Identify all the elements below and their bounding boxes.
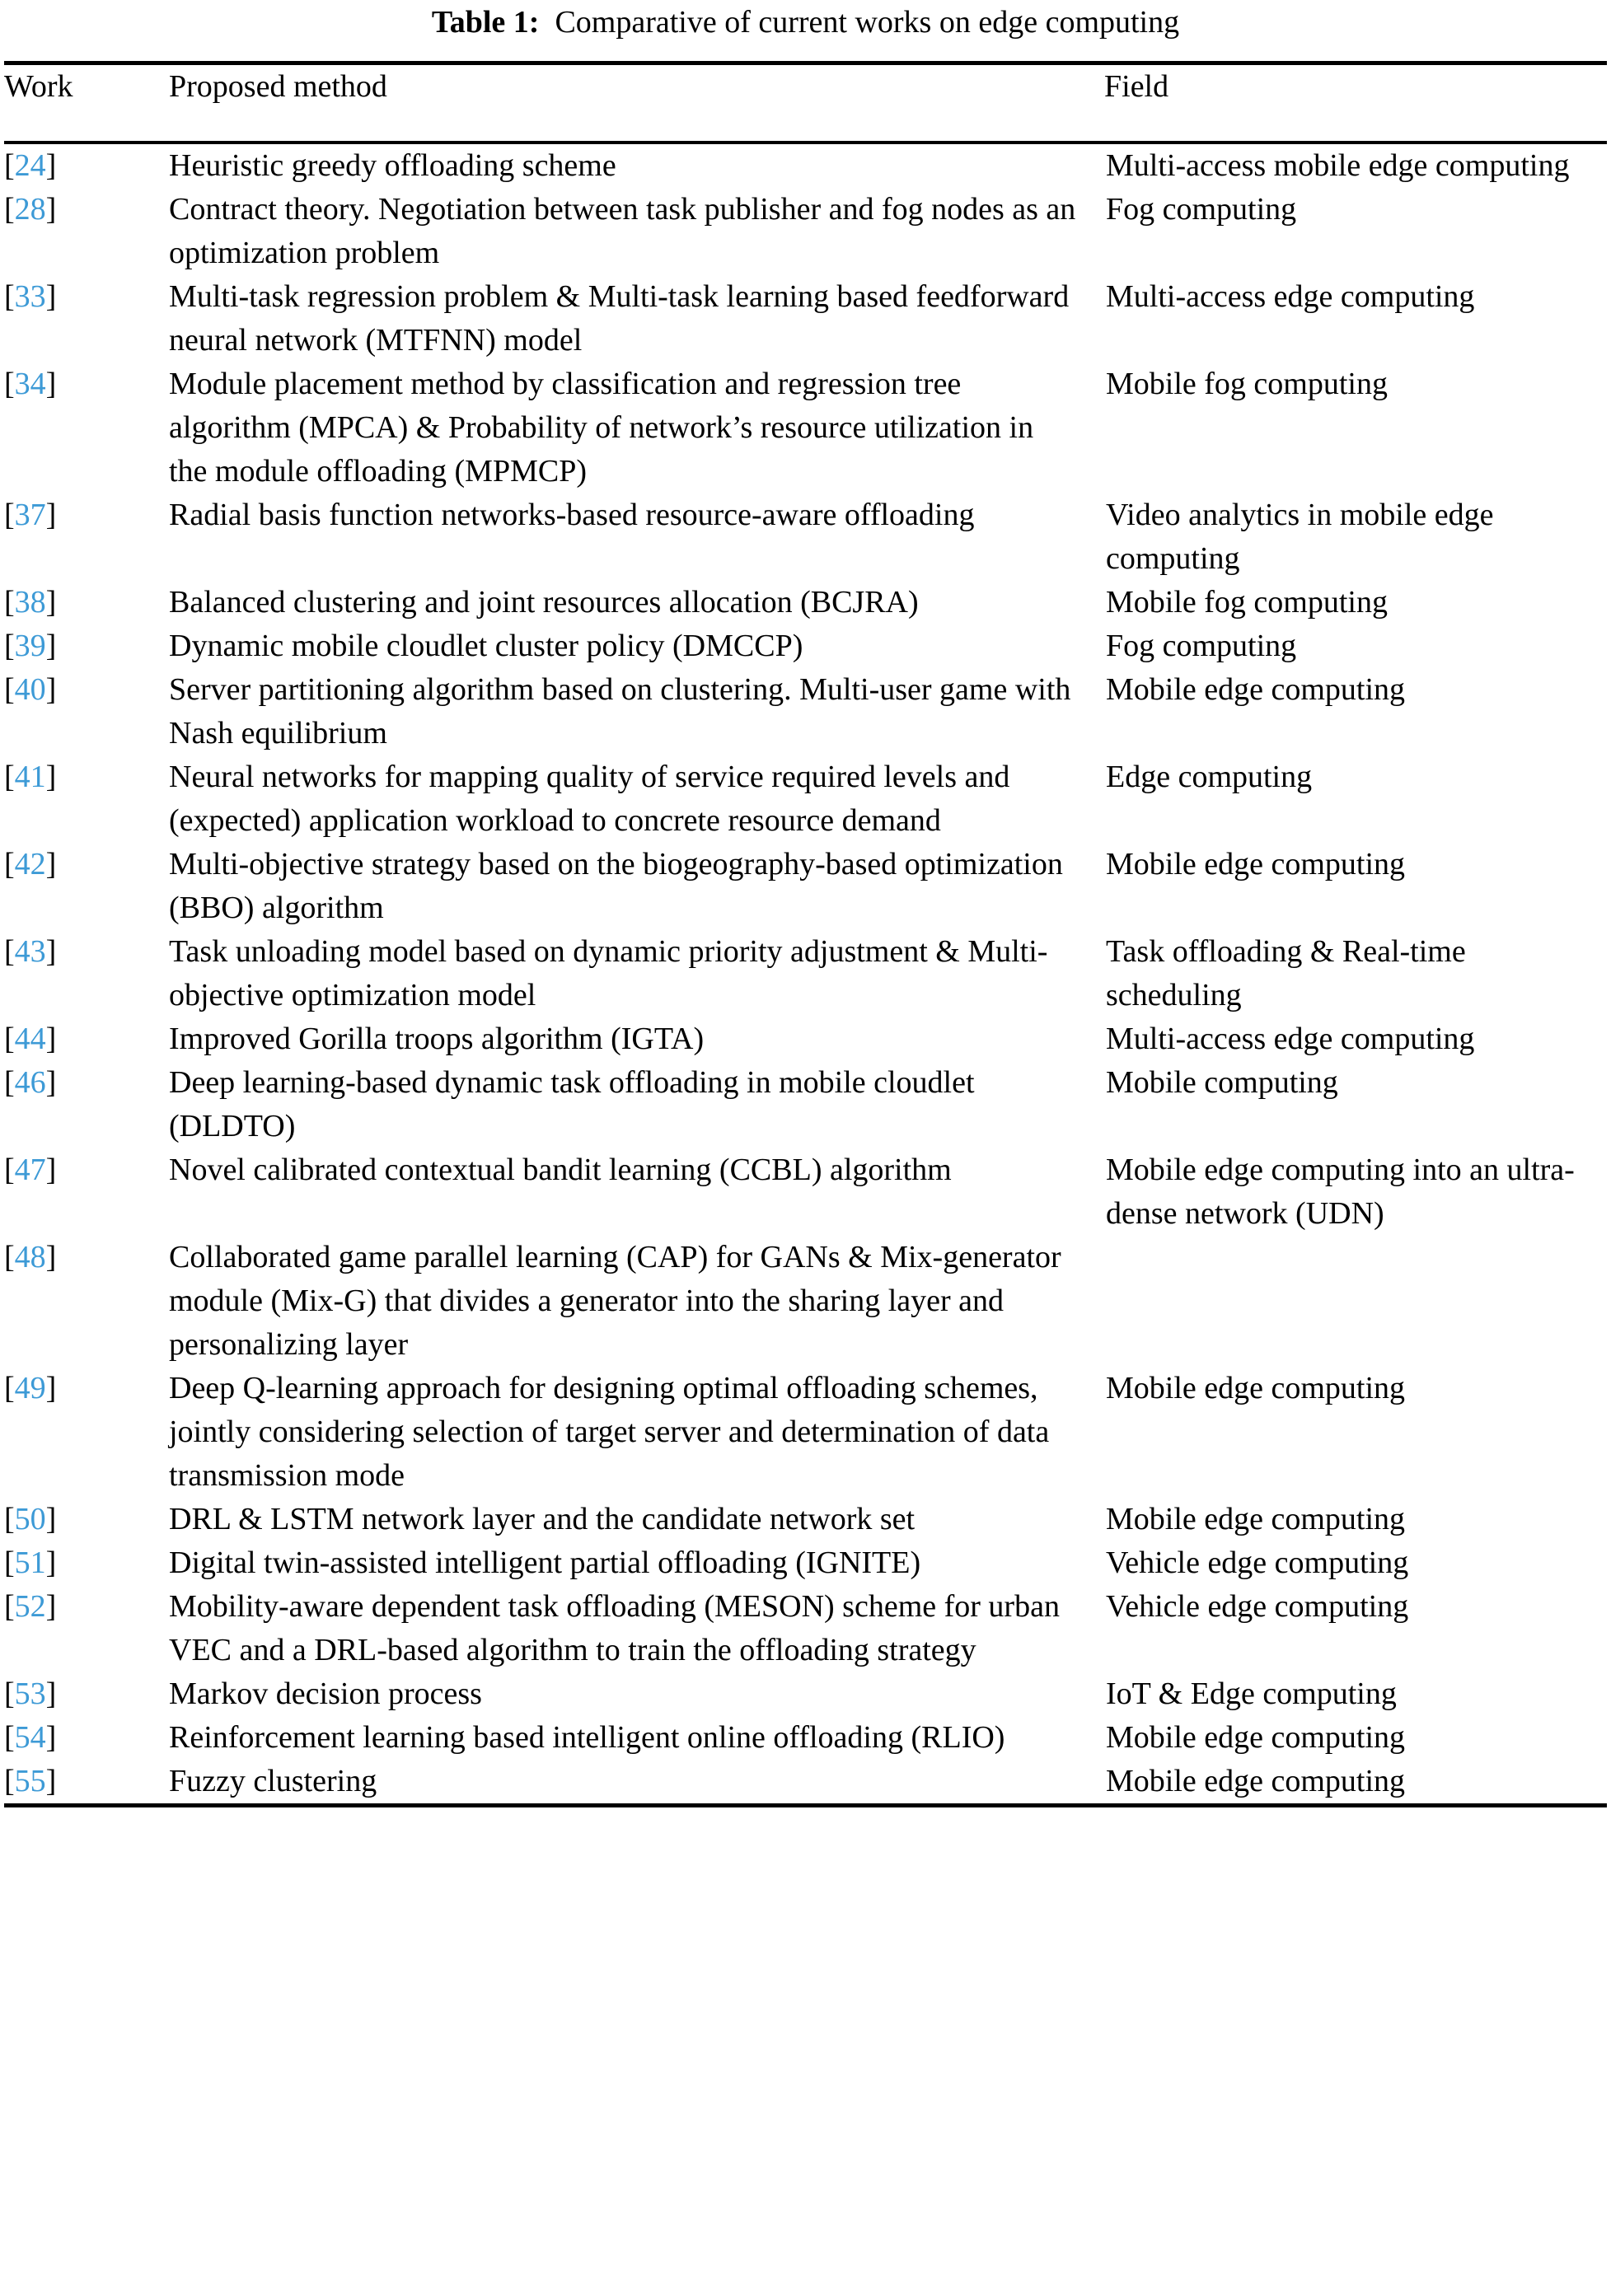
field-cell: Mobile edge computing: [1106, 1764, 1406, 1798]
table-row: [4, 275, 1607, 362]
citation-reference[interactable]: [4, 668, 169, 755]
citation-number[interactable]: 24: [14, 148, 46, 183]
citation-reference[interactable]: [4, 1541, 169, 1585]
citation-number[interactable]: 51: [14, 1545, 46, 1580]
bracket-close: ]: [45, 1153, 57, 1187]
table-row: [4, 1148, 1607, 1236]
bracket-open: [: [4, 847, 15, 881]
citation-reference[interactable]: [4, 1367, 169, 1498]
citation-number[interactable]: 33: [14, 279, 46, 314]
table-row: [4, 1367, 1607, 1498]
citation-number[interactable]: 50: [14, 1502, 46, 1536]
bracket-open: [: [4, 1720, 15, 1755]
bracket-open: [: [4, 1153, 15, 1187]
bracket-close: ]: [45, 672, 57, 707]
citation-reference[interactable]: [4, 493, 169, 581]
field-cell: Mobile computing: [1106, 1065, 1338, 1100]
citation-number[interactable]: 47: [14, 1153, 46, 1187]
bracket-close: ]: [45, 934, 57, 969]
citation-reference[interactable]: [4, 275, 169, 362]
proposed-method-cell: Deep learning-based dynamic task offloading in mobile cloudlet (DLDTO): [169, 1065, 975, 1143]
citation-number[interactable]: 44: [14, 1022, 46, 1056]
proposed-method-cell: Heuristic greedy offloading scheme: [169, 148, 616, 183]
table-row: [4, 1541, 1607, 1585]
table-bottom-rule: [4, 1803, 1607, 1807]
bracket-open: [: [4, 1022, 15, 1056]
table-row: [4, 1672, 1607, 1716]
bracket-close: ]: [45, 1502, 57, 1536]
bracket-open: [: [4, 1371, 15, 1405]
field-cell: Mobile edge computing: [1106, 1371, 1406, 1405]
citation-number[interactable]: 37: [14, 498, 46, 532]
citation-reference[interactable]: [4, 144, 169, 188]
bracket-open: [: [4, 1065, 15, 1100]
proposed-method-cell: Module placement method by classification and regression tree algorithm (MPCA) & Probability of network’s resource utilization in the module offloading (MPMCP): [169, 367, 1034, 489]
bracket-open: [: [4, 585, 15, 620]
field-cell: IoT & Edge computing: [1106, 1676, 1397, 1711]
proposed-method-cell: Markov decision process: [169, 1676, 482, 1711]
bracket-close: ]: [45, 1371, 57, 1405]
field-cell: [1104, 1236, 1607, 1367]
caption-text: [539, 5, 1179, 40]
table-row: [4, 624, 1607, 668]
proposed-method-cell: Dynamic mobile cloudlet cluster policy (DMCCP): [169, 629, 803, 663]
citation-number[interactable]: 42: [14, 847, 46, 881]
citation-reference[interactable]: [4, 1236, 169, 1367]
table-row: [4, 1236, 1607, 1367]
bracket-open: [: [4, 934, 15, 969]
citation-reference[interactable]: [4, 843, 169, 930]
bracket-close: ]: [45, 847, 57, 881]
citation-reference[interactable]: [4, 755, 169, 843]
bracket-open: [: [4, 498, 15, 532]
proposed-method-cell: Contract theory. Negotiation between task publisher and fog nodes as an optimization problem: [169, 192, 1076, 270]
bracket-open: [: [4, 367, 15, 401]
proposed-method-cell: Task unloading model based on dynamic priority adjustment & Multi-objective optimization model: [169, 934, 1048, 1012]
table-row: [4, 1585, 1607, 1672]
field-cell: Fog computing: [1106, 192, 1297, 227]
field-cell: Multi-access edge computing: [1106, 279, 1475, 314]
citation-number[interactable]: 53: [14, 1676, 46, 1711]
table-header: [4, 65, 1607, 141]
bracket-close: ]: [45, 760, 57, 794]
bracket-close: ]: [45, 1676, 57, 1711]
citation-number[interactable]: 28: [14, 192, 46, 227]
bracket-close: ]: [45, 279, 57, 314]
proposed-method-cell: Multi-task regression problem & Multi-task learning based feedforward neural network (MTFNN) model: [169, 279, 1070, 358]
citation-reference[interactable]: [4, 1716, 169, 1760]
field-cell: Multi-access mobile edge computing: [1106, 148, 1570, 183]
table-caption: [4, 0, 1607, 41]
table-row: [4, 843, 1607, 930]
table-row: [4, 755, 1607, 843]
proposed-method-cell: Collaborated game parallel learning (CAP) for GANs & Mix-generator module (Mix-G) that divides a generator into the sharing layer and personalizing layer: [169, 1240, 1061, 1362]
field-cell: Task offloading & Real-time scheduling: [1106, 934, 1466, 1012]
bracket-close: ]: [45, 585, 57, 620]
field-cell: Video analytics in mobile edge computing: [1106, 498, 1494, 576]
bracket-open: [: [4, 629, 15, 663]
proposed-method-cell: Improved Gorilla troops algorithm (IGTA): [169, 1022, 705, 1056]
bracket-open: [: [4, 760, 15, 794]
bracket-open: [: [4, 1545, 15, 1580]
field-cell: Vehicle edge computing: [1106, 1545, 1409, 1580]
proposed-method-cell: Deep Q-learning approach for designing optimal offloading schemes, jointly considering selection of target server and determination of data transmission mode: [169, 1371, 1050, 1493]
proposed-method-cell: Reinforcement learning based intelligent online offloading (RLIO): [169, 1720, 1005, 1755]
column-header-work: Work: [4, 69, 73, 104]
comparison-table-body: [4, 144, 1607, 1803]
bracket-close: ]: [45, 629, 57, 663]
citation-reference[interactable]: [4, 624, 169, 668]
citation-reference[interactable]: [4, 930, 169, 1017]
citation-number[interactable]: 41: [14, 760, 46, 794]
field-cell: Mobile fog computing: [1106, 585, 1388, 620]
proposed-method-cell: Digital twin-assisted intelligent partial offloading (IGNITE): [169, 1545, 921, 1580]
citation-reference[interactable]: [4, 581, 169, 624]
field-cell: Mobile edge computing: [1106, 847, 1406, 881]
proposed-method-cell: Mobility-aware dependent task offloading (MESON) scheme for urban VEC and a DRL-based algorithm to train the offloading strategy: [169, 1589, 1060, 1667]
table-row: [4, 930, 1607, 1017]
table-row: [4, 144, 1607, 188]
citation-reference[interactable]: [4, 1760, 169, 1803]
citation-number[interactable]: 39: [14, 629, 46, 663]
proposed-method-cell: Fuzzy clustering: [169, 1764, 377, 1798]
citation-number[interactable]: 43: [14, 934, 46, 969]
bracket-open: [: [4, 148, 15, 183]
field-cell: Vehicle edge computing: [1106, 1589, 1409, 1624]
field-cell: Multi-access edge computing: [1106, 1022, 1475, 1056]
bracket-open: [: [4, 672, 15, 707]
proposed-method-cell: DRL & LSTM network layer and the candidate network set: [169, 1502, 916, 1536]
citation-number[interactable]: 55: [14, 1764, 46, 1798]
bracket-open: [: [4, 192, 15, 227]
proposed-method-cell: Server partitioning algorithm based on clustering. Multi-user game with Nash equilibrium: [169, 672, 1071, 751]
bracket-close: ]: [45, 367, 57, 401]
citation-number[interactable]: 48: [14, 1240, 46, 1274]
field-cell: Mobile edge computing: [1106, 1502, 1406, 1536]
caption-label: Table 1:: [431, 5, 540, 40]
bracket-close: ]: [45, 192, 57, 227]
proposed-method-cell: Radial basis function networks-based resource-aware offloading: [169, 498, 975, 532]
citation-reference[interactable]: [4, 1672, 169, 1716]
citation-reference[interactable]: [4, 1148, 169, 1236]
bracket-open: [: [4, 1764, 15, 1798]
bracket-close: ]: [45, 1720, 57, 1755]
comparison-table: [4, 65, 1607, 141]
citation-reference[interactable]: [4, 1061, 169, 1148]
field-cell: Fog computing: [1106, 629, 1297, 663]
bracket-close: ]: [45, 1764, 57, 1798]
field-cell: Mobile edge computing into an ultra-dense network (UDN): [1106, 1153, 1575, 1231]
field-cell: Edge computing: [1106, 760, 1313, 794]
table-body: [4, 144, 1607, 1803]
table-row: [4, 188, 1607, 275]
column-header-method: Proposed method: [169, 69, 387, 104]
field-cell: Mobile edge computing: [1106, 672, 1406, 707]
citation-number[interactable]: 40: [14, 672, 46, 707]
proposed-method-cell: Neural networks for mapping quality of service required levels and (expected) application workload to concrete resource demand: [169, 760, 1010, 838]
bracket-open: [: [4, 1676, 15, 1711]
citation-reference[interactable]: [4, 362, 169, 493]
bracket-close: ]: [45, 148, 57, 183]
bracket-open: [: [4, 1589, 15, 1624]
table-row: [4, 1760, 1607, 1803]
citation-number[interactable]: 38: [14, 585, 46, 620]
bracket-close: ]: [45, 1545, 57, 1580]
bracket-close: ]: [45, 1589, 57, 1624]
proposed-method-cell: Multi-objective strategy based on the biogeography-based optimization (BBO) algorithm: [169, 847, 1063, 925]
table-row: [4, 1716, 1607, 1760]
bracket-close: ]: [45, 1240, 57, 1274]
citation-reference[interactable]: [4, 1498, 169, 1541]
column-header-field: Field: [1104, 69, 1169, 104]
table-row: [4, 362, 1607, 493]
table-row: [4, 1498, 1607, 1541]
bracket-close: ]: [45, 498, 57, 532]
citation-number[interactable]: 52: [14, 1589, 46, 1624]
table-row: [4, 493, 1607, 581]
citation-reference[interactable]: [4, 1017, 169, 1061]
citation-number[interactable]: 46: [14, 1065, 46, 1100]
table-row: [4, 1017, 1607, 1061]
field-cell: Mobile fog computing: [1106, 367, 1388, 401]
citation-number[interactable]: 49: [14, 1371, 46, 1405]
bracket-open: [: [4, 279, 15, 314]
bracket-open: [: [4, 1502, 15, 1536]
table-row: [4, 581, 1607, 624]
field-cell: Mobile edge computing: [1106, 1720, 1406, 1755]
proposed-method-cell: Balanced clustering and joint resources allocation (BCJRA): [169, 585, 919, 620]
bracket-close: ]: [45, 1022, 57, 1056]
citation-reference[interactable]: [4, 188, 169, 275]
bracket-close: ]: [45, 1065, 57, 1100]
table-row: [4, 1061, 1607, 1148]
caption-text-inner: Comparative of current works on edge computing: [555, 5, 1180, 40]
citation-reference[interactable]: [4, 1585, 169, 1672]
table-header-row: [4, 65, 1607, 141]
citation-number[interactable]: 34: [14, 367, 46, 401]
bracket-open: [: [4, 1240, 15, 1274]
table-row: [4, 668, 1607, 755]
proposed-method-cell: Novel calibrated contextual bandit learning (CCBL) algorithm: [169, 1153, 952, 1187]
citation-number[interactable]: 54: [14, 1720, 46, 1755]
